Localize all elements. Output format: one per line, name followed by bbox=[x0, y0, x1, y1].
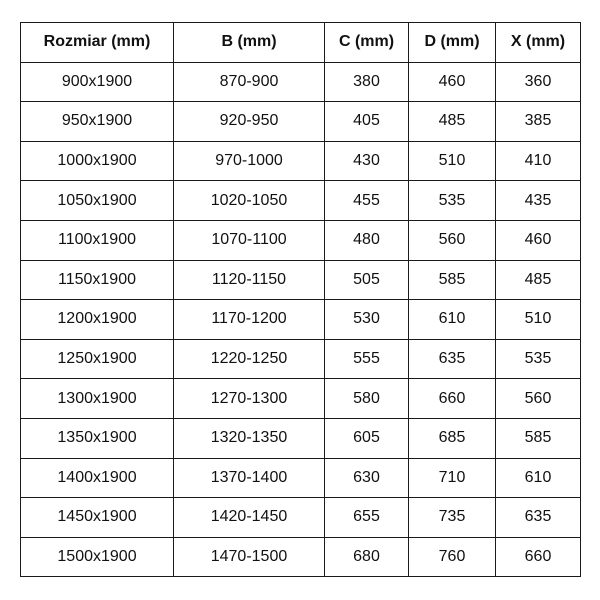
cell-c: 630 bbox=[325, 458, 409, 498]
cell-c: 455 bbox=[325, 181, 409, 221]
table-row bbox=[21, 418, 581, 458]
cell-b: 1070-1100 bbox=[174, 220, 325, 260]
cell-x: 435 bbox=[496, 181, 581, 221]
cell-x: 385 bbox=[496, 102, 581, 142]
cell-rozmiar: 1050x1900 bbox=[21, 181, 174, 221]
cell-b: 1120-1150 bbox=[174, 260, 325, 300]
cell-x: 535 bbox=[496, 339, 581, 379]
cell-b: 970-1000 bbox=[174, 141, 325, 181]
cell-d: 560 bbox=[409, 220, 496, 260]
header-c: C (mm) bbox=[325, 23, 409, 63]
cell-x: 560 bbox=[496, 379, 581, 419]
cell-c: 605 bbox=[325, 418, 409, 458]
cell-b: 1470-1500 bbox=[174, 537, 325, 577]
cell-rozmiar: 1000x1900 bbox=[21, 141, 174, 181]
table-row bbox=[21, 102, 581, 142]
cell-x: 510 bbox=[496, 300, 581, 340]
cell-rozmiar: 1250x1900 bbox=[21, 339, 174, 379]
cell-d: 485 bbox=[409, 102, 496, 142]
cell-c: 430 bbox=[325, 141, 409, 181]
table-row bbox=[21, 181, 581, 221]
cell-c: 405 bbox=[325, 102, 409, 142]
cell-d: 760 bbox=[409, 537, 496, 577]
cell-d: 585 bbox=[409, 260, 496, 300]
cell-c: 530 bbox=[325, 300, 409, 340]
cell-rozmiar: 1150x1900 bbox=[21, 260, 174, 300]
table-header-row bbox=[21, 23, 581, 63]
cell-rozmiar: 1450x1900 bbox=[21, 498, 174, 538]
cell-b: 1320-1350 bbox=[174, 418, 325, 458]
cell-d: 460 bbox=[409, 62, 496, 102]
header-x: X (mm) bbox=[496, 23, 581, 63]
cell-b: 1170-1200 bbox=[174, 300, 325, 340]
header-rozmiar: Rozmiar (mm) bbox=[21, 23, 174, 63]
cell-x: 610 bbox=[496, 458, 581, 498]
cell-x: 460 bbox=[496, 220, 581, 260]
cell-c: 480 bbox=[325, 220, 409, 260]
cell-x: 635 bbox=[496, 498, 581, 538]
header-b: B (mm) bbox=[174, 23, 325, 63]
cell-b: 1370-1400 bbox=[174, 458, 325, 498]
table-row bbox=[21, 300, 581, 340]
table-row bbox=[21, 220, 581, 260]
cell-c: 380 bbox=[325, 62, 409, 102]
table-row bbox=[21, 260, 581, 300]
table-body bbox=[21, 62, 581, 577]
cell-d: 535 bbox=[409, 181, 496, 221]
cell-b: 920-950 bbox=[174, 102, 325, 142]
cell-rozmiar: 900x1900 bbox=[21, 62, 174, 102]
header-d: D (mm) bbox=[409, 23, 496, 63]
table-row bbox=[21, 537, 581, 577]
cell-rozmiar: 1200x1900 bbox=[21, 300, 174, 340]
cell-d: 510 bbox=[409, 141, 496, 181]
cell-rozmiar: 950x1900 bbox=[21, 102, 174, 142]
cell-d: 610 bbox=[409, 300, 496, 340]
cell-b: 1220-1250 bbox=[174, 339, 325, 379]
cell-x: 360 bbox=[496, 62, 581, 102]
cell-x: 660 bbox=[496, 537, 581, 577]
cell-c: 580 bbox=[325, 379, 409, 419]
cell-rozmiar: 1500x1900 bbox=[21, 537, 174, 577]
dimensions-table bbox=[20, 22, 581, 577]
cell-c: 555 bbox=[325, 339, 409, 379]
table-row bbox=[21, 458, 581, 498]
cell-d: 710 bbox=[409, 458, 496, 498]
cell-b: 1270-1300 bbox=[174, 379, 325, 419]
cell-b: 1020-1050 bbox=[174, 181, 325, 221]
table-row bbox=[21, 339, 581, 379]
cell-x: 585 bbox=[496, 418, 581, 458]
cell-rozmiar: 1350x1900 bbox=[21, 418, 174, 458]
cell-rozmiar: 1400x1900 bbox=[21, 458, 174, 498]
table-row bbox=[21, 498, 581, 538]
table-row bbox=[21, 379, 581, 419]
table-row bbox=[21, 141, 581, 181]
cell-d: 635 bbox=[409, 339, 496, 379]
cell-c: 655 bbox=[325, 498, 409, 538]
cell-rozmiar: 1100x1900 bbox=[21, 220, 174, 260]
cell-d: 660 bbox=[409, 379, 496, 419]
dimensions-table-container bbox=[20, 22, 580, 577]
cell-b: 870-900 bbox=[174, 62, 325, 102]
cell-x: 410 bbox=[496, 141, 581, 181]
cell-c: 680 bbox=[325, 537, 409, 577]
cell-d: 685 bbox=[409, 418, 496, 458]
cell-c: 505 bbox=[325, 260, 409, 300]
cell-x: 485 bbox=[496, 260, 581, 300]
cell-b: 1420-1450 bbox=[174, 498, 325, 538]
cell-d: 735 bbox=[409, 498, 496, 538]
table-row bbox=[21, 62, 581, 102]
cell-rozmiar: 1300x1900 bbox=[21, 379, 174, 419]
